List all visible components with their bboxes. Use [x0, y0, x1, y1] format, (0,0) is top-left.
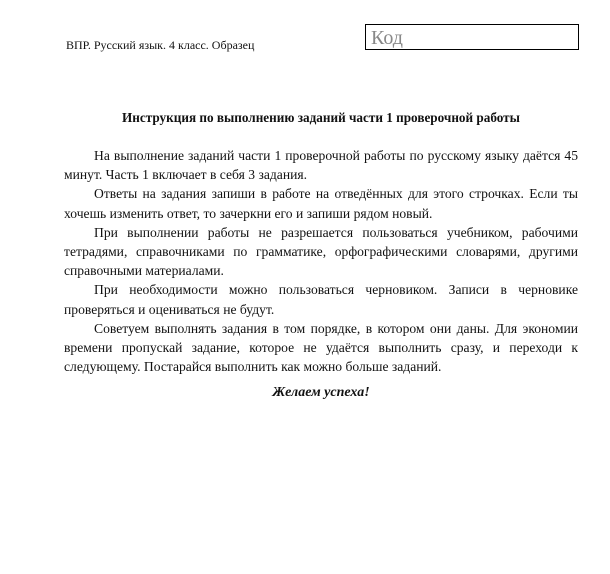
instruction-title: Инструкция по выполнению заданий части 1 проверочной работы — [122, 110, 520, 125]
closing-wish: Желаем успеха! — [272, 385, 370, 400]
document-header: ВПР. Русский язык. 4 класс. Образец — [66, 38, 255, 52]
code-label: Код — [371, 27, 403, 49]
paragraph: На выполнение заданий части 1 проверочной работы по русскому языку даётся 45 минут. Часть 1 включает в себя 3 задания. — [64, 148, 578, 183]
instruction-body — [64, 146, 578, 376]
paragraph: При выполнении работы не разрешается пользоваться учебником, рабочими тетрадями, справочниками по грамматике, орфографическими словарями, другими справочными материалами. — [64, 224, 578, 279]
paragraph: Ответы на задания запиши в работе на отведённых для этого строчках. Если ты хочешь изменить ответ, то зачеркни его и запиши рядом новый. — [64, 186, 578, 221]
code-field[interactable] — [365, 24, 579, 50]
paragraph: Советуем выполнять задания в том порядке, в котором они даны. Для экономии времени пропускай задание, которое не удаётся выполнить сразу, и переходи к следующему. Постарайся выполнить как можно больше заданий. — [64, 320, 578, 375]
paragraph: При необходимости можно пользоваться черновиком. Записи в черновике проверяться и оцениваться не будут. — [64, 282, 578, 317]
